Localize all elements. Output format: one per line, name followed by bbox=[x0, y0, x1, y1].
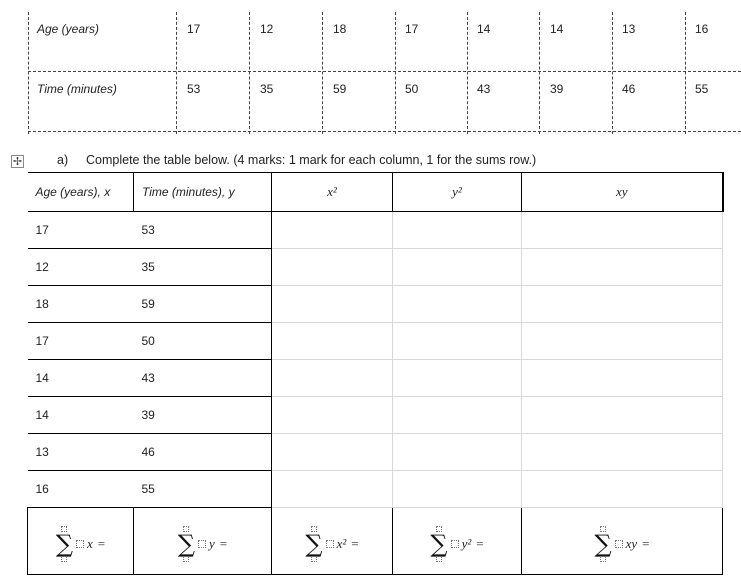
age-cell: 17 bbox=[28, 323, 134, 360]
table-row bbox=[28, 360, 723, 397]
xy-cell[interactable] bbox=[522, 434, 723, 471]
grid-line bbox=[467, 12, 468, 134]
time-cell: 43 bbox=[134, 360, 272, 397]
sum-variable: y bbox=[209, 535, 215, 551]
table-row bbox=[28, 286, 723, 323]
sum-x-squared-equation[interactable] bbox=[305, 526, 358, 562]
table-row bbox=[28, 471, 723, 508]
xy-cell[interactable] bbox=[522, 471, 723, 508]
header-time: Time (minutes), y bbox=[134, 173, 272, 212]
grid-line bbox=[249, 12, 250, 134]
x-squared-cell[interactable] bbox=[272, 360, 393, 397]
time-cell: 55 bbox=[134, 471, 272, 508]
work-table bbox=[27, 172, 724, 575]
age-cell: 13 bbox=[28, 434, 134, 471]
sum-y-squared-cell[interactable] bbox=[393, 508, 522, 575]
time-cell: 39 bbox=[134, 397, 272, 434]
row-label-time: Time (minutes) bbox=[37, 82, 117, 96]
time-value: 53 bbox=[187, 82, 201, 96]
table-row bbox=[28, 434, 723, 471]
age-cell: 18 bbox=[28, 286, 134, 323]
table-row bbox=[28, 249, 723, 286]
xy-cell[interactable] bbox=[522, 212, 723, 249]
placeholder-box[interactable] bbox=[311, 556, 317, 562]
grid-line bbox=[539, 12, 540, 134]
x-squared-cell[interactable] bbox=[272, 471, 393, 508]
age-cell: 14 bbox=[28, 397, 134, 434]
equals-sign: = bbox=[476, 535, 484, 551]
y-squared-cell[interactable] bbox=[393, 286, 522, 323]
time-cell: 35 bbox=[134, 249, 272, 286]
placeholder-box[interactable] bbox=[183, 556, 189, 562]
sum-xy-cell[interactable] bbox=[522, 508, 723, 575]
time-cell: 53 bbox=[134, 212, 272, 249]
age-cell: 17 bbox=[28, 212, 134, 249]
table-row bbox=[28, 212, 723, 249]
x-squared-cell[interactable] bbox=[272, 323, 393, 360]
header-age: Age (years), x bbox=[28, 173, 134, 212]
age-cell: 16 bbox=[28, 471, 134, 508]
placeholder-box[interactable] bbox=[451, 540, 459, 548]
instruction-body: Complete the table below. (4 marks: 1 mark for each column, 1 for the sums row.) bbox=[86, 153, 537, 167]
sigma-icon: ∑ bbox=[430, 526, 447, 562]
sum-y-squared-equation[interactable] bbox=[430, 526, 483, 562]
sum-variable: xy bbox=[625, 535, 638, 551]
time-value: 50 bbox=[405, 82, 419, 96]
placeholder-box[interactable] bbox=[615, 540, 623, 548]
grid-line bbox=[322, 12, 323, 134]
age-value: 14 bbox=[477, 22, 491, 36]
x-squared-cell[interactable] bbox=[272, 434, 393, 471]
time-value: 35 bbox=[260, 82, 274, 96]
sums-row bbox=[28, 508, 723, 575]
placeholder-box[interactable] bbox=[436, 556, 442, 562]
y-squared-cell[interactable] bbox=[393, 434, 522, 471]
time-cell: 59 bbox=[134, 286, 272, 323]
y-squared-cell[interactable] bbox=[393, 323, 522, 360]
xy-cell[interactable] bbox=[522, 360, 723, 397]
placeholder-box[interactable] bbox=[76, 540, 84, 548]
age-cell: 14 bbox=[28, 360, 134, 397]
equals-sign: = bbox=[642, 535, 650, 551]
sigma-icon: ∑ bbox=[178, 526, 195, 562]
time-value: 55 bbox=[695, 82, 709, 96]
age-cell: 12 bbox=[28, 249, 134, 286]
grid-line bbox=[685, 12, 686, 134]
y-squared-cell[interactable] bbox=[393, 212, 522, 249]
grid-line bbox=[612, 12, 613, 134]
header-y-squared: y² bbox=[393, 173, 522, 212]
age-value: 17 bbox=[405, 22, 419, 36]
time-value: 43 bbox=[477, 82, 491, 96]
sigma-icon: ∑ bbox=[305, 526, 322, 562]
time-value: 59 bbox=[333, 82, 347, 96]
sigma-icon: ∑ bbox=[594, 526, 611, 562]
instruction-text bbox=[57, 153, 536, 167]
row-label-age: Age (years) bbox=[37, 22, 100, 36]
xy-cell[interactable] bbox=[522, 323, 723, 360]
table-row bbox=[28, 397, 723, 434]
time-value: 39 bbox=[550, 82, 564, 96]
grid-line bbox=[176, 12, 177, 134]
xy-cell[interactable] bbox=[522, 397, 723, 434]
x-squared-cell[interactable] bbox=[272, 286, 393, 323]
equals-sign: = bbox=[97, 535, 106, 551]
table-row bbox=[28, 323, 723, 360]
sum-x-equation[interactable] bbox=[56, 526, 105, 562]
sigma-icon: ∑ bbox=[56, 526, 73, 562]
y-squared-cell[interactable] bbox=[393, 397, 522, 434]
equals-sign: = bbox=[219, 535, 228, 551]
y-squared-cell[interactable] bbox=[393, 249, 522, 286]
age-value: 13 bbox=[622, 22, 636, 36]
x-squared-cell[interactable] bbox=[272, 397, 393, 434]
placeholder-box[interactable] bbox=[600, 556, 606, 562]
equals-sign: = bbox=[351, 535, 359, 551]
xy-cell[interactable] bbox=[522, 249, 723, 286]
placeholder-box[interactable] bbox=[61, 556, 67, 562]
grid-line bbox=[395, 12, 396, 134]
age-value: 18 bbox=[333, 22, 347, 36]
age-value: 14 bbox=[550, 22, 564, 36]
sum-y-cell[interactable] bbox=[134, 508, 272, 575]
grid-line bbox=[28, 131, 741, 132]
x-squared-cell[interactable] bbox=[272, 249, 393, 286]
header-x-squared: x² bbox=[272, 173, 393, 212]
time-cell: 46 bbox=[134, 434, 272, 471]
age-value: 17 bbox=[187, 22, 201, 36]
placeholder-box[interactable] bbox=[198, 540, 206, 548]
instruction-number: a) bbox=[57, 153, 69, 167]
sum-variable: x bbox=[87, 535, 93, 551]
age-value: 12 bbox=[260, 22, 274, 36]
grid-line bbox=[28, 12, 29, 134]
move-cross-icon[interactable]: ✢ bbox=[12, 155, 23, 168]
time-value: 46 bbox=[622, 82, 636, 96]
sum-y-equation[interactable] bbox=[178, 526, 227, 562]
data-table-top bbox=[0, 0, 741, 135]
sum-variable: x² bbox=[336, 535, 347, 551]
placeholder-box[interactable] bbox=[326, 540, 334, 548]
table-header-row bbox=[28, 173, 723, 212]
header-xy: xy bbox=[522, 173, 723, 212]
sum-x-squared-cell[interactable] bbox=[272, 508, 393, 575]
grid-line bbox=[28, 71, 741, 72]
xy-cell[interactable] bbox=[522, 286, 723, 323]
y-squared-cell[interactable] bbox=[393, 360, 522, 397]
time-cell: 50 bbox=[134, 323, 272, 360]
sum-x-cell[interactable] bbox=[28, 508, 134, 575]
age-value: 16 bbox=[695, 22, 709, 36]
y-squared-cell[interactable] bbox=[393, 471, 522, 508]
sum-xy-equation[interactable] bbox=[594, 526, 649, 562]
x-squared-cell[interactable] bbox=[272, 212, 393, 249]
sum-variable: y² bbox=[461, 535, 472, 551]
